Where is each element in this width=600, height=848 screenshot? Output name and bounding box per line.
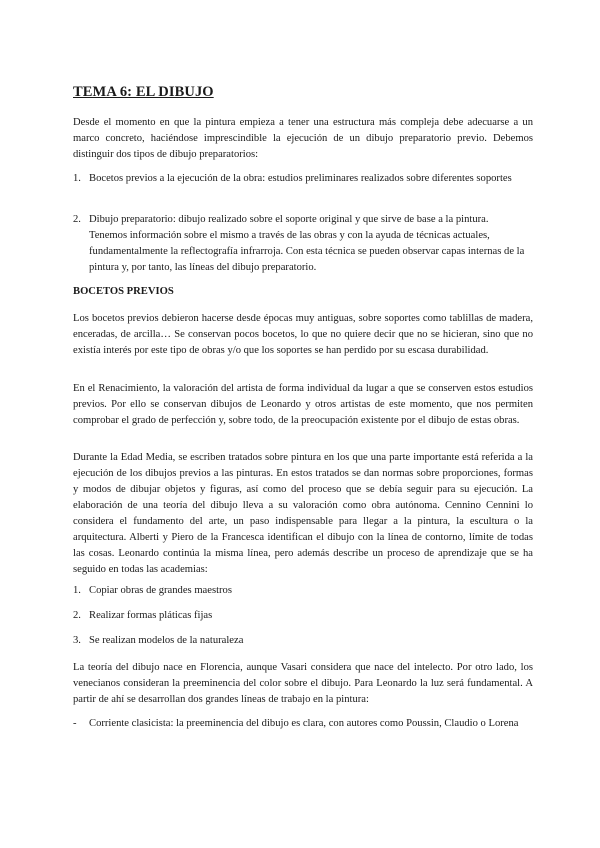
bullet-marker: -	[73, 718, 77, 729]
intro-paragraph: Desde el momento en que la pintura empieza a tener una estructura más compleja debe adecuarse a un marco concreto, haciéndose imprescindible la ejecución de un dibujo preparatorio previo. Debemos distinguir dos tipos de dibujo preparatorios:	[73, 117, 533, 160]
list-number: 1.	[73, 585, 81, 596]
bullet-text: Corriente clasicista: la preeminencia del dibujo es clara, con autores como Poussin, Claudio o Lorena	[89, 718, 519, 729]
page-title: TEMA 6: EL DIBUJO	[73, 84, 214, 100]
list-number: 2.	[73, 610, 81, 621]
section-heading: BOCETOS PREVIOS	[73, 286, 174, 297]
list-number: 2.	[73, 214, 81, 225]
list-text: Se realizan modelos de la naturaleza	[89, 635, 244, 646]
paragraph: En el Renacimiento, la valoración del artista de forma individual da lugar a que se conserven estos estudios previos. Por ello se conservan dibujos de Leonardo y otros artistas de este momento, que nos permiten comprobar el grado de perfección y, sobre todo, de la preocupación existente por el dibujo de estas obras.	[73, 383, 533, 426]
paragraph: Durante la Edad Media, se escriben tratados sobre pintura en los que una parte importante está referida a la ejecución de los dibujos previos a las pinturas. En estos tratados se dan normas sobre proporciones, formas y modos de dibujar objetos y figuras, así como del proceso que se debía seguir para su ejecución. La elaboración de una teoría del dibujo lleva a su valoración como obra autónoma. Cennino Cennini lo considera el fundamento del arte, un paso indispensable para llegar a la pintura, la escultura o la arquitectura. Alberti y Piero de la Francesca identifican el dibujo con la línea de contorno, límite de todas las cosas. Leonardo continúa la misma línea, pero además describe un proceso de aprendizaje que se ha seguido en todas las academias:	[73, 452, 533, 575]
list-text: Copiar obras de grandes maestros	[89, 585, 232, 596]
list-number: 1.	[73, 173, 81, 184]
list-text: Bocetos previos a la ejecución de la obra: estudios preliminares realizados sobre diferentes soportes	[89, 173, 512, 184]
list-text: Dibujo preparatorio: dibujo realizado sobre el soporte original y que sirve de base a la pintura. Tenemos información sobre el mismo a través de las obras y con la ayuda de técnicas actuales, fundamentalmente la reflectografía infrarroja. Con esta técnica se pueden observar capas internas de la pintura y, por tanto, las líneas del dibujo preparatorio.	[89, 214, 525, 273]
list-text: Realizar formas pláticas fijas	[89, 610, 213, 621]
paragraph: Los bocetos previos debieron hacerse desde épocas muy antiguas, sobre soportes como tablillas de madera, enceradas, de arcilla… Se conservan pocos bocetos, lo que no quiere decir que no se hicieran, sino que no existía interés por este tipo de obras y/o que los soportes se han perdido por su escasa durabilidad.	[73, 313, 533, 356]
closing-paragraph: La teoría del dibujo nace en Florencia, aunque Vasari considera que nace del intelecto. Por otro lado, los venecianos consideran la preeminencia del color sobre el dibujo. Para Leonardo la luz será fundamental. A partir de ahí se desarrollan dos grandes líneas de trabajo en la pintura:	[73, 662, 533, 705]
list-number: 3.	[73, 635, 81, 646]
